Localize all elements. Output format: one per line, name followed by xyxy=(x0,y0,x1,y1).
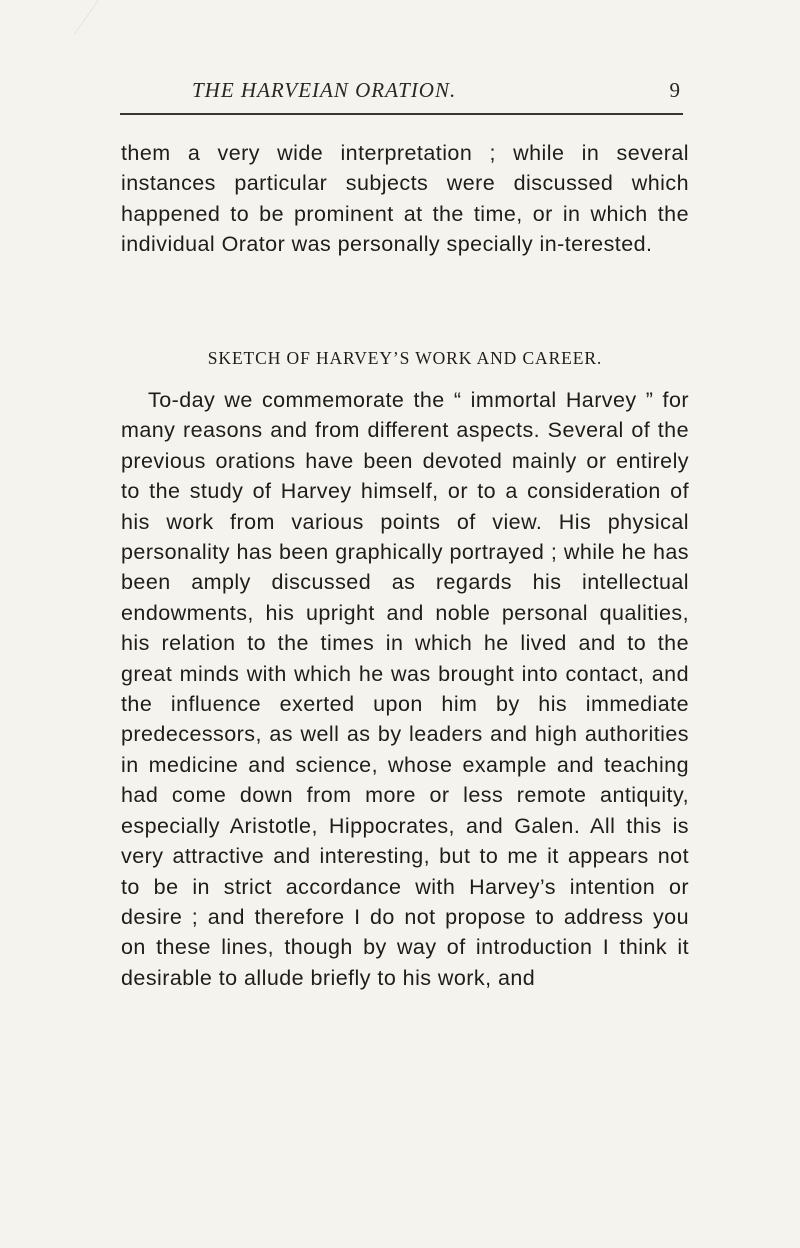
paragraph-main: To-day we commemorate the “ immortal Harvey ” for many reasons and from different aspects. Several of the previous orations have been devoted mainly or entirely to the study of Harvey himself, or to a consideration of his work from various points of view. His physical personality has been graphically portrayed ; while he has been amply discussed as regards his intellectual endowments, his upright and noble personal qualities, his relation to the times in which he lived and to the great minds with which he was brought into contact, and the influence exerted upon him by his immediate predecessors, as well as by leaders and high authorities in medicine and science, whose example and teaching had come down from more or less remote antiquity, especially Aristotle, Hippocrates, and Galen. All this is very attractive and interesting, but to me it appears not to be in strict accordance with Harvey’s intention or desire ; and therefore I do not propose to address you on these lines, though by way of introduction I think it desirable to allude briefly to his work, and xyxy=(121,388,689,990)
running-head xyxy=(120,78,680,108)
header-rule xyxy=(120,113,683,115)
section-heading: SKETCH OF HARVEY’S WORK AND CAREER. xyxy=(207,348,603,368)
page-number: 9 xyxy=(669,78,680,102)
text-block-main xyxy=(121,385,689,993)
paragraph-continuation: them a very wide interpretation ; while in several instances particular subjects were discussed which happened to be prominent at the time, or in which the individual Orator was personally specially in-terested. xyxy=(121,141,689,257)
running-title: THE HARVEIAN ORATION. xyxy=(192,78,457,102)
text-block-continuation xyxy=(121,138,689,260)
page-edge-mark xyxy=(74,0,133,34)
